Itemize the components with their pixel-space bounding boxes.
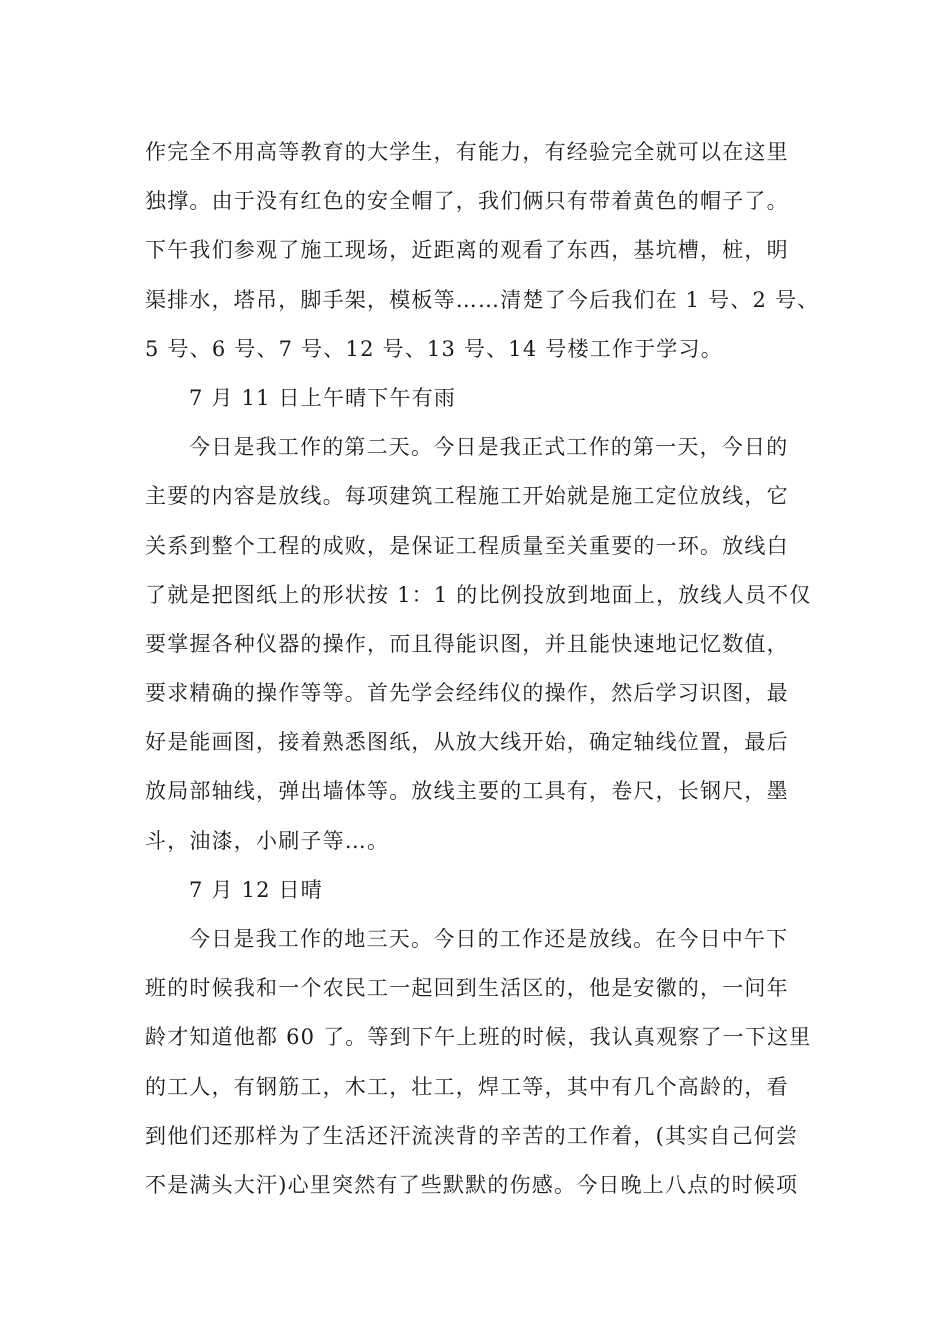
text-line: 下午我们参观了施工现场，近距离的观看了东西，基坑槽，桩，明 [145, 238, 789, 263]
text-line: 要求精确的操作等等。首先学会经纬仪的操作，然后学习识图，最 [145, 681, 789, 706]
text-line: 要掌握各种仪器的操作，而且得能识图，并且能快速地记忆数值， [145, 631, 789, 656]
text-line: 作完全不用高等教育的大学生，有能力，有经验完全就可以在这里 [145, 140, 789, 164]
text-line: 主要的内容是放线。每项建筑工程施工开始就是施工定位放线，它 [145, 484, 789, 509]
date-heading: 7 月 12 日晴 [189, 877, 323, 902]
text-line: 到他们还那样为了生活还汗流浃背的辛苦的工作着，(其实自己何尝 [145, 1123, 799, 1148]
text-line: 不是满头大汗)心里突然有了些默默的伤感。今日晚上八点的时候项 [145, 1172, 799, 1197]
text-line: 关系到整个工程的成败，是保证工程质量至关重要的一环。放线白 [145, 533, 789, 558]
paragraph-start-line: 今日是我工作的第二天。今日是我正式工作的第一天，今日的 [189, 435, 789, 460]
text-line: 龄才知道他都 60 了。等到下午上班的时候，我认真观察了一下这里 [145, 1025, 812, 1050]
text-line: 的工人，有钢筋工，木工，壮工，焊工等，其中有几个高龄的，看 [145, 1074, 789, 1099]
date-heading: 7 月 11 日上午晴下午有雨 [189, 385, 457, 410]
text-line: 渠排水，塔吊，脚手架，模板等……清楚了今后我们在 1 号、2 号、 [145, 287, 820, 312]
text-line: 放局部轴线，弹出墙体等。放线主要的工具有，卷尺，长钢尺，墨 [145, 779, 789, 804]
text-line: 斗，油漆，小刷子等…。 [145, 828, 390, 853]
text-line: 了就是把图纸上的形状按 1：1 的比例投放到地面上，放线人员不仅 [145, 582, 812, 607]
paragraph-start-line: 今日是我工作的地三天。今日的工作还是放线。在今日中午下 [189, 927, 789, 951]
document-body [145, 128, 825, 1210]
text-line: 5 号、6 号、7 号、12 号、13 号、14 号楼工作于学习。 [145, 336, 723, 361]
text-line: 好是能画图，接着熟悉图纸，从放大线开始，确定轴线位置，最后 [145, 730, 789, 755]
text-line: 独撑。由于没有红色的安全帽了，我们俩只有带着黄色的帽子了。 [145, 189, 789, 214]
text-line: 班的时候我和一个农民工一起回到生活区的，他是安徽的，一问年 [145, 976, 789, 1001]
